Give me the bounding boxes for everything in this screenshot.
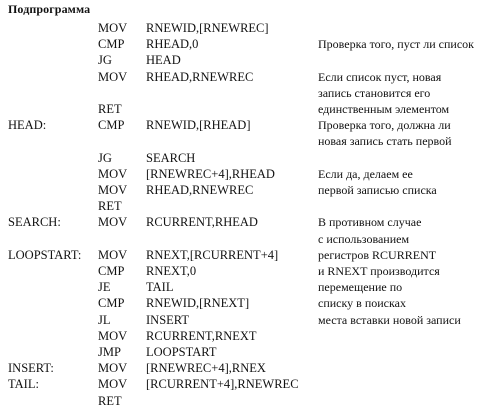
code-label: INSERT: xyxy=(8,361,54,376)
code-operands: TAIL xyxy=(146,280,174,295)
code-label: SEARCH: xyxy=(8,215,61,230)
code-mnemonic: MOV xyxy=(98,183,128,197)
code-mnemonic: CMP xyxy=(98,118,125,133)
code-mnemonic: MOV xyxy=(98,166,128,181)
code-mnemonic: MOV xyxy=(98,215,128,230)
code-operands: RHEAD,RNEWREC xyxy=(146,183,254,197)
code-operands: RHEAD,RNEWREC xyxy=(146,69,254,84)
code-mnemonic: MOV xyxy=(98,377,128,392)
code-operands: [RNEWREC+4],RHEAD xyxy=(146,166,275,181)
page-title: Подпрограмма xyxy=(8,2,91,16)
code-label: LOOPSTART: xyxy=(8,247,82,262)
code-mnemonic: RET xyxy=(98,393,122,408)
code-mnemonic: RET xyxy=(98,199,122,214)
code-mnemonic: CMP xyxy=(98,264,125,278)
code-mnemonic: RET xyxy=(98,102,122,116)
code-operands: RNEXT,0 xyxy=(146,264,197,278)
code-mnemonic: JMP xyxy=(98,345,121,359)
code-operands: SEARCH xyxy=(146,150,196,165)
code-mnemonic: JG xyxy=(98,150,112,165)
code-operands: RNEWID,[RNEWREC] xyxy=(146,21,269,35)
code-mnemonic: CMP xyxy=(98,296,125,311)
code-mnemonic: CMP xyxy=(98,37,125,52)
code-mnemonic: JL xyxy=(98,312,111,327)
code-operands: RNEXT,[RCURRENT+4] xyxy=(146,247,279,262)
code-operands: [RCURRENT+4],RNEWREC xyxy=(146,377,299,392)
code-comment: и RNEXT производится xyxy=(318,264,440,278)
code-comment: списку в поисках xyxy=(318,296,406,311)
code-comment: новая запись стать первой xyxy=(318,134,452,149)
code-operands: RNEWID,[RNEXT] xyxy=(146,296,250,311)
code-comment: Проверка того, должна ли xyxy=(318,118,451,133)
code-operands: HEAD xyxy=(146,53,181,68)
code-comment: Если да, делаем ее xyxy=(318,166,413,181)
code-comment: места вставки новой записи xyxy=(318,312,461,327)
code-mnemonic: MOV xyxy=(98,361,128,376)
code-comment: запись становится его xyxy=(318,85,431,100)
code-operands: RCURRENT,RHEAD xyxy=(146,215,258,230)
code-operands: [RNEWREC+4],RNEX xyxy=(146,361,266,376)
code-label: TAIL: xyxy=(8,377,39,392)
code-mnemonic: MOV xyxy=(98,247,128,262)
code-mnemonic: MOV xyxy=(98,69,128,84)
code-mnemonic: MOV xyxy=(98,21,128,35)
code-comment: регистров RCURRENT xyxy=(318,247,437,262)
code-operands: INSERT xyxy=(146,312,189,327)
code-comment: В противном случае xyxy=(318,215,422,230)
code-label: HEAD: xyxy=(8,118,47,133)
code-mnemonic: JG xyxy=(98,53,112,68)
code-mnemonic: JE xyxy=(98,280,111,295)
code-comment: перемещение по xyxy=(318,280,403,295)
code-comment: Проверка того, пуст ли список xyxy=(318,37,474,52)
code-operands: RHEAD,0 xyxy=(146,37,199,52)
code-comment: первой записью списка xyxy=(318,183,437,197)
code-operands: RCURRENT,RNEXT xyxy=(146,328,257,343)
code-comment: единственным элементом xyxy=(318,102,450,116)
code-comment: с использованием xyxy=(318,231,410,246)
code-operands: LOOPSTART xyxy=(146,345,217,359)
code-mnemonic: MOV xyxy=(98,328,128,343)
code-operands: RNEWID,[RHEAD] xyxy=(146,118,251,133)
code-comment: Если список пуст, новая xyxy=(318,69,442,84)
